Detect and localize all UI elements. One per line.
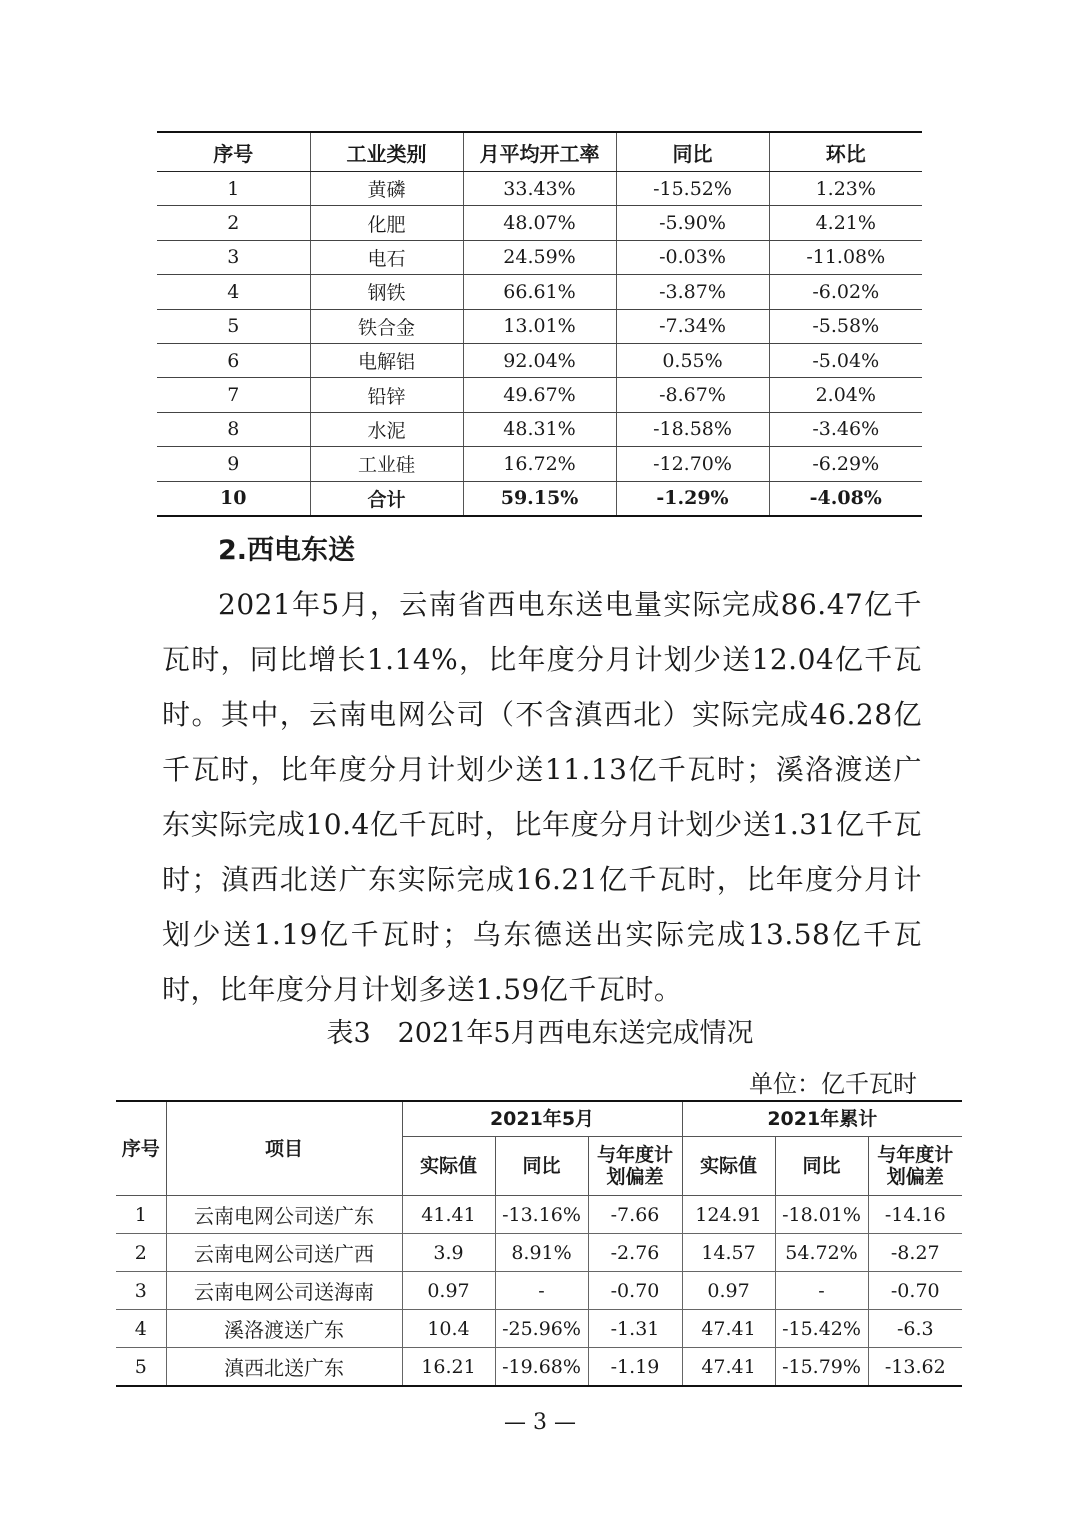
table-cell: -14.16 [868,1196,962,1234]
table-caption: 表3 2021年5月西电东送完成情况 [326,1018,754,1049]
table-cell: -15.52% [616,172,769,206]
table-row [157,206,922,240]
table-cell: 10.4 [402,1310,495,1348]
table-cell: 3.9 [402,1234,495,1272]
table-unit: 单位：亿千瓦时 [749,1070,917,1098]
column-header: 同比 [775,1137,868,1196]
table-cell: 溪洛渡送广东 [166,1310,402,1348]
table-cell: 14.57 [682,1234,775,1272]
table-cell: 47.41 [682,1310,775,1348]
table-cell: 13.01% [463,309,616,343]
table-cell: 0.97 [402,1272,495,1310]
column-header: 与年度计划偏差 [588,1137,682,1196]
column-group-header: 2021年5月 [402,1101,682,1137]
column-header: 同比 [616,132,769,172]
table-header-row [116,1101,962,1137]
table-cell: 黄磷 [310,172,463,206]
column-header: 环比 [769,132,922,172]
table-cell: 滇西北送广东 [166,1348,402,1387]
table-cell: -1.19 [588,1348,682,1387]
table-row [116,1310,962,1348]
column-header: 与年度计划偏差 [868,1137,962,1196]
table-cell: -18.01% [775,1196,868,1234]
table-cell: -25.96% [495,1310,588,1348]
table-cell: -1.29% [616,481,769,516]
table-cell: 水泥 [310,412,463,446]
table-cell: -13.16% [495,1196,588,1234]
table-cell: 4 [157,275,310,309]
table-cell: 24.59% [463,240,616,274]
table-cell: 1 [116,1196,166,1234]
table-cell: 66.61% [463,275,616,309]
table-cell: 合计 [310,481,463,516]
table-cell: 54.72% [775,1234,868,1272]
table-cell: -3.87% [616,275,769,309]
table-cell: 化肥 [310,206,463,240]
table-cell: -6.02% [769,275,922,309]
table-cell: 124.91 [682,1196,775,1234]
table-total-row [157,481,922,516]
table-header-row [157,132,922,172]
section-heading: 2.西电东送 [218,535,356,566]
table-cell: 16.72% [463,447,616,481]
table-cell: 8 [157,412,310,446]
table-cell: 16.21 [402,1348,495,1387]
table-row [157,412,922,446]
table-row [116,1272,962,1310]
table-cell: 47.41 [682,1348,775,1387]
table-cell: -13.62 [868,1348,962,1387]
table-cell: -0.03% [616,240,769,274]
table-cell: -7.66 [588,1196,682,1234]
table-cell: 0.55% [616,343,769,377]
table-row [157,172,922,206]
table-cell: -3.46% [769,412,922,446]
table-cell: - [775,1272,868,1310]
table-cell: 5 [157,309,310,343]
table-cell: 7 [157,378,310,412]
table-cell: -4.08% [769,481,922,516]
table-row [157,240,922,274]
table-cell: -0.70 [588,1272,682,1310]
table-row [157,378,922,412]
table-cell: 8.91% [495,1234,588,1272]
table-cell: -5.90% [616,206,769,240]
table-cell: 云南电网公司送广西 [166,1234,402,1272]
table-cell: 1 [157,172,310,206]
table-cell: 工业硅 [310,447,463,481]
column-header: 序号 [116,1101,166,1196]
table-cell: 9 [157,447,310,481]
column-header: 实际值 [402,1137,495,1196]
column-group-header: 2021年累计 [682,1101,962,1137]
table-cell: 钢铁 [310,275,463,309]
table-cell: 铅锌 [310,378,463,412]
table-cell: 铁合金 [310,309,463,343]
table-row [157,275,922,309]
column-header: 月平均开工率 [463,132,616,172]
table-cell: -7.34% [616,309,769,343]
section-paragraph: 2021年5月，云南省西电东送电量实际完成86.47亿千瓦时，同比增长1.14%，比年度分月计划少送12.04亿千瓦时。其中，云南电网公司（不含滇西北）实际完成46.28亿千瓦时，比年度分月计划少送11.13亿千瓦时；溪洛渡送广东实际完成10.4亿千瓦时，比年度分月计划少送1.31亿千瓦时；滇西北送广东实际完成16.21亿千瓦时，比年度分月计划少送1.19亿千瓦时；乌东德送出实际完成13.58亿千瓦时，比年度分月计划多送1.59亿千瓦时。 [162,588,922,1006]
column-header: 实际值 [682,1137,775,1196]
column-header: 同比 [495,1137,588,1196]
table-row [116,1196,962,1234]
table-row [116,1234,962,1272]
table-cell: 0.97 [682,1272,775,1310]
table-cell: 41.41 [402,1196,495,1234]
table-cell: -19.68% [495,1348,588,1387]
table-cell: -8.67% [616,378,769,412]
page-number: — 3 — [504,1410,576,1435]
table-cell: 4.21% [769,206,922,240]
table-cell: -15.79% [775,1348,868,1387]
table-cell: -15.42% [775,1310,868,1348]
table-cell: 4 [116,1310,166,1348]
table-cell: 10 [157,481,310,516]
table-cell: -18.58% [616,412,769,446]
table-cell: 云南电网公司送广东 [166,1196,402,1234]
table-cell: 2 [116,1234,166,1272]
table-cell: -2.76 [588,1234,682,1272]
table-cell: -6.3 [868,1310,962,1348]
table-cell: 电石 [310,240,463,274]
table-cell: 2.04% [769,378,922,412]
table-cell: 云南电网公司送海南 [166,1272,402,1310]
power-transmission-table [116,1100,962,1387]
table-cell: -1.31 [588,1310,682,1348]
table-cell: 59.15% [463,481,616,516]
table-cell: 6 [157,343,310,377]
table-cell: -12.70% [616,447,769,481]
table-cell: 3 [116,1272,166,1310]
table-cell: -8.27 [868,1234,962,1272]
column-header: 项目 [166,1101,402,1196]
table-cell: 33.43% [463,172,616,206]
table-row [157,309,922,343]
column-header: 序号 [157,132,310,172]
table-cell: 电解铝 [310,343,463,377]
table-cell: 3 [157,240,310,274]
table-cell: -5.04% [769,343,922,377]
table-cell: -11.08% [769,240,922,274]
table-cell: 92.04% [463,343,616,377]
table-cell: -5.58% [769,309,922,343]
operating-rate-table [157,131,922,517]
table-cell: 49.67% [463,378,616,412]
table-cell: -6.29% [769,447,922,481]
column-header: 工业类别 [310,132,463,172]
table-cell: 2 [157,206,310,240]
table-cell: 48.07% [463,206,616,240]
table-cell: -0.70 [868,1272,962,1310]
table-row [157,343,922,377]
table-cell: 48.31% [463,412,616,446]
table-row [116,1348,962,1387]
table-row [157,447,922,481]
table-cell: 1.23% [769,172,922,206]
table-cell: - [495,1272,588,1310]
table-cell: 5 [116,1348,166,1387]
